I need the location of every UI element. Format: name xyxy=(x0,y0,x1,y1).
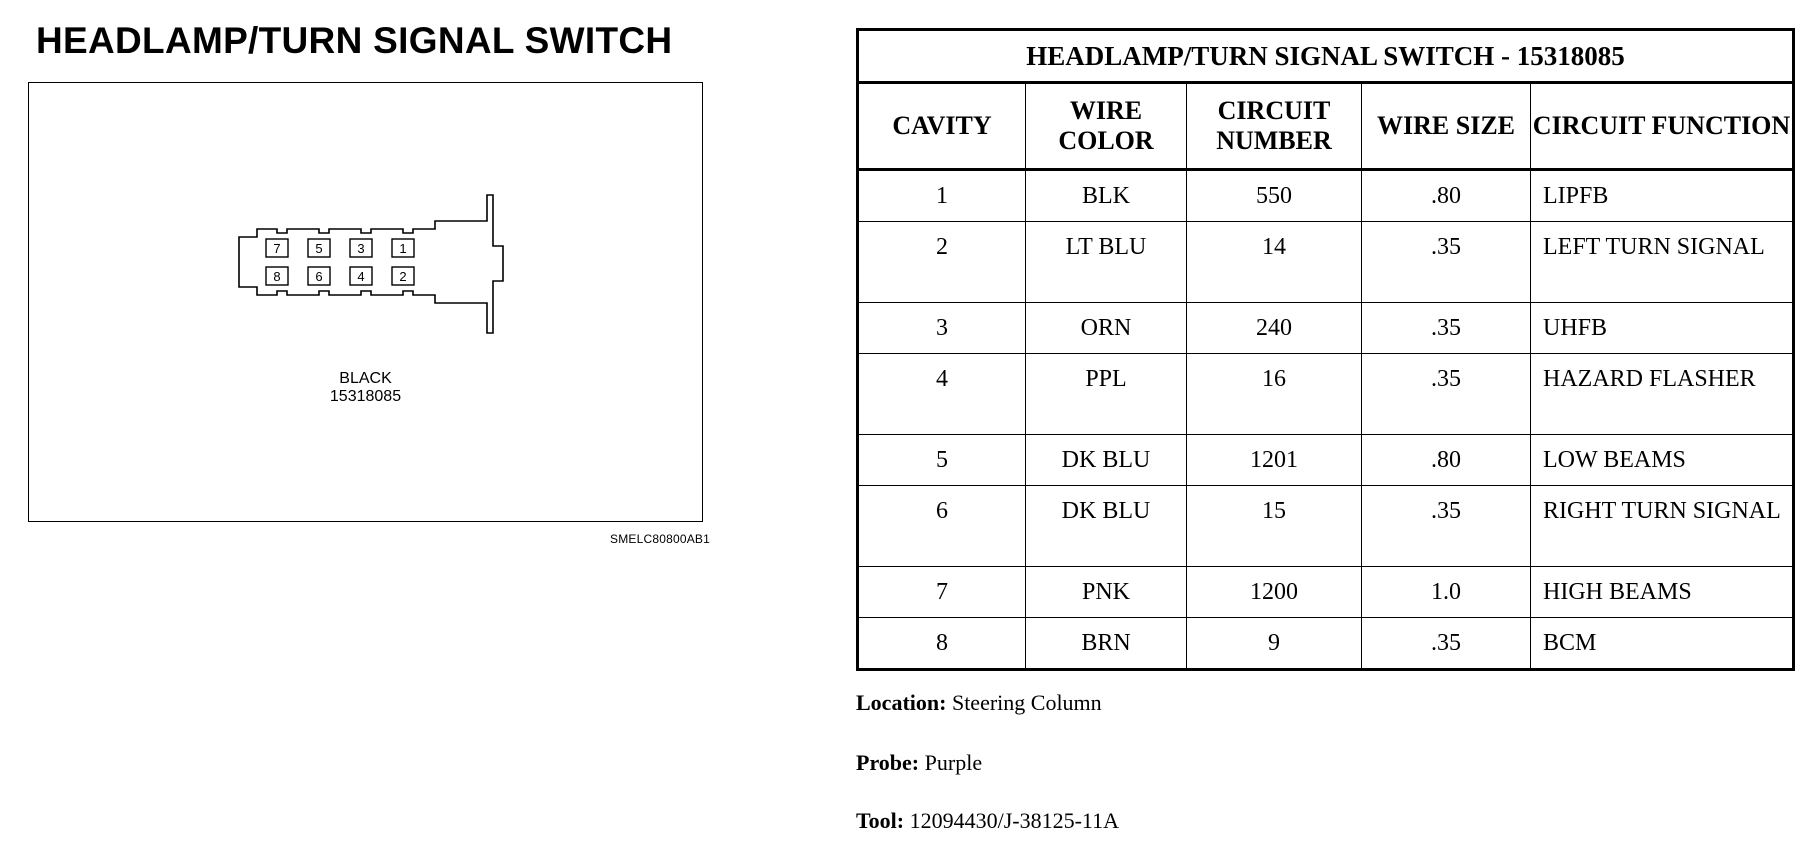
wire-size-cell: .35 xyxy=(1362,222,1531,303)
pin-number-label: 4 xyxy=(357,269,365,284)
header-circuit-function: CIRCUIT FUNCTION xyxy=(1531,83,1794,170)
table-row xyxy=(858,435,1794,486)
pin-cavity-7 xyxy=(266,239,288,257)
table-row xyxy=(858,170,1794,222)
connector-color-label: BLACK xyxy=(339,370,392,387)
circuit-function-cell: LOW BEAMS xyxy=(1531,435,1794,486)
circuit-number-cell: 1200 xyxy=(1187,567,1362,618)
table-row xyxy=(858,567,1794,618)
pin-cavity-5 xyxy=(308,239,330,257)
pin-number-label: 5 xyxy=(315,241,323,256)
connector-diagram-frame xyxy=(28,82,703,522)
table-row xyxy=(858,303,1794,354)
circuit-function-cell: BCM xyxy=(1531,618,1794,670)
wire-color-cell: PNK xyxy=(1026,567,1187,618)
circuit-function-cell: HIGH BEAMS xyxy=(1531,567,1794,618)
circuit-function-cell: HAZARD FLASHER xyxy=(1531,354,1794,435)
location-label: Location: xyxy=(856,690,947,715)
header-wire-color: WIRE COLOR xyxy=(1026,83,1187,170)
circuit-number-cell: 16 xyxy=(1187,354,1362,435)
wire-color-cell: PPL xyxy=(1026,354,1187,435)
header-circuit-number: CIRCUIT NUMBER xyxy=(1187,83,1362,170)
table-row xyxy=(858,222,1794,303)
probe-line xyxy=(856,750,982,776)
table-row xyxy=(858,486,1794,567)
cavity-cell: 7 xyxy=(858,567,1026,618)
pinout-table xyxy=(856,28,1795,671)
pin-number-label: 7 xyxy=(273,241,281,256)
circuit-number-cell: 1201 xyxy=(1187,435,1362,486)
pin-cavity-1 xyxy=(392,239,414,257)
header-wire-size: WIRE SIZE xyxy=(1362,83,1531,170)
wire-color-cell: DK BLU xyxy=(1026,486,1187,567)
circuit-number-cell: 9 xyxy=(1187,618,1362,670)
circuit-function-cell: LIPFB xyxy=(1531,170,1794,222)
tool-line xyxy=(856,808,1119,834)
pin-cavity-8 xyxy=(266,267,288,285)
pin-cavity-2 xyxy=(392,267,414,285)
wire-size-cell: .35 xyxy=(1362,303,1531,354)
wire-size-cell: .35 xyxy=(1362,486,1531,567)
connector-pins xyxy=(266,239,414,285)
location-value: Steering Column xyxy=(951,690,1102,715)
wire-color-cell: BRN xyxy=(1026,618,1187,670)
circuit-function-cell: UHFB xyxy=(1531,303,1794,354)
wire-size-cell: 1.0 xyxy=(1362,567,1531,618)
connector-diagram xyxy=(29,83,701,520)
header-cavity: CAVITY xyxy=(858,83,1026,170)
circuit-number-cell: 550 xyxy=(1187,170,1362,222)
pin-cavity-3 xyxy=(350,239,372,257)
circuit-number-cell: 240 xyxy=(1187,303,1362,354)
cavity-cell: 6 xyxy=(858,486,1026,567)
pin-number-label: 8 xyxy=(273,269,281,284)
wire-size-cell: .35 xyxy=(1362,618,1531,670)
location-line xyxy=(856,690,1102,716)
cavity-cell: 5 xyxy=(858,435,1026,486)
cavity-cell: 4 xyxy=(858,354,1026,435)
table-header-row xyxy=(858,83,1794,170)
circuit-number-cell: 14 xyxy=(1187,222,1362,303)
cavity-cell: 2 xyxy=(858,222,1026,303)
probe-label: Probe: xyxy=(856,750,920,775)
cavity-cell: 1 xyxy=(858,170,1026,222)
pin-cavity-4 xyxy=(350,267,372,285)
wire-color-cell: LT BLU xyxy=(1026,222,1187,303)
figure-code: SMELC80800AB1 xyxy=(610,532,710,546)
connector-housing-outline xyxy=(239,195,503,333)
circuit-number-cell: 15 xyxy=(1187,486,1362,567)
connector-title: HEADLAMP/TURN SIGNAL SWITCH xyxy=(36,20,673,61)
wire-size-cell: .35 xyxy=(1362,354,1531,435)
pin-number-label: 2 xyxy=(399,269,407,284)
wire-size-cell: .80 xyxy=(1362,435,1531,486)
table-row xyxy=(858,618,1794,670)
wire-color-cell: ORN xyxy=(1026,303,1187,354)
pin-number-label: 1 xyxy=(399,241,407,256)
table-row xyxy=(858,354,1794,435)
circuit-function-cell: RIGHT TURN SIGNAL xyxy=(1531,486,1794,567)
pin-number-label: 3 xyxy=(357,241,365,256)
tool-label: Tool: xyxy=(856,808,905,833)
table-caption: HEADLAMP/TURN SIGNAL SWITCH - 15318085 xyxy=(858,30,1794,83)
cavity-cell: 8 xyxy=(858,618,1026,670)
cavity-cell: 3 xyxy=(858,303,1026,354)
tool-value: 12094430/J-38125-11A xyxy=(909,808,1119,833)
circuit-function-cell: LEFT TURN SIGNAL xyxy=(1531,222,1794,303)
connector-part-number: 15318085 xyxy=(329,388,402,405)
wire-color-cell: DK BLU xyxy=(1026,435,1187,486)
pin-number-label: 6 xyxy=(315,269,323,284)
table-body xyxy=(858,170,1794,670)
wire-size-cell: .80 xyxy=(1362,170,1531,222)
wire-color-cell: BLK xyxy=(1026,170,1187,222)
pin-cavity-6 xyxy=(308,267,330,285)
probe-value: Purple xyxy=(924,750,983,775)
